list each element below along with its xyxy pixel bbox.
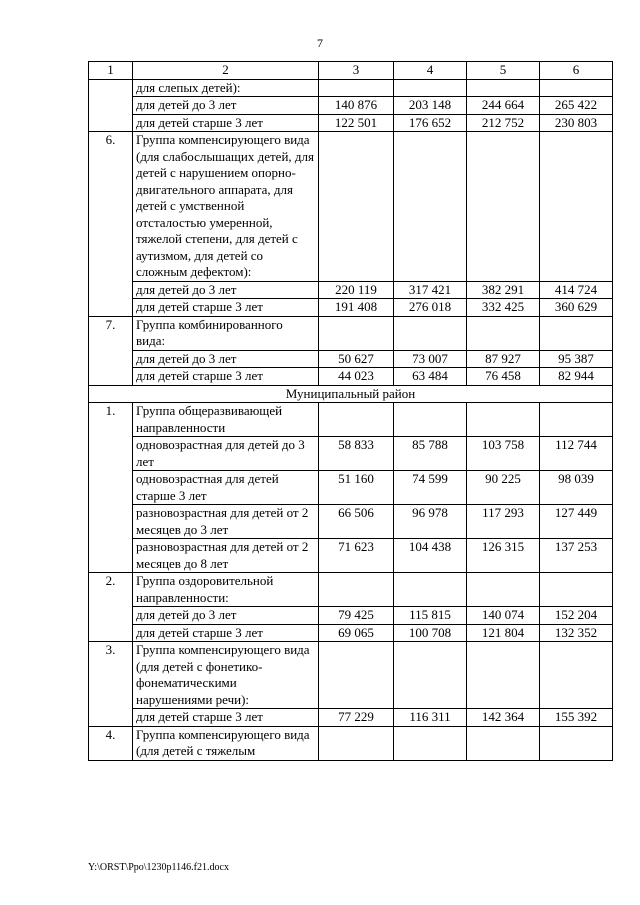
table-body [89,62,613,761]
table-row [89,281,613,299]
value-cell: 142 364 [467,709,540,727]
row-number-cell [89,539,133,573]
row-label: Группа оздоровительной направленности: [133,573,319,607]
value-cell: 103 758 [467,437,540,471]
value-cell: 191 408 [319,299,394,317]
row-number-cell [89,350,133,368]
row-label: для детей до 3 лет [133,350,319,368]
value-cell: 50 627 [319,350,394,368]
value-cell: 203 148 [394,97,467,115]
row-number-cell: 7. [89,316,133,350]
row-number-cell [89,79,133,97]
value-cell: 137 253 [540,539,613,573]
header-cell: 4 [394,62,467,80]
row-label: для детей старше 3 лет [133,299,319,317]
value-cell: 77 229 [319,709,394,727]
row-number-cell [89,471,133,505]
row-label: Группа комбинированного вида: [133,316,319,350]
row-label: одновозрастная для детей старше 3 лет [133,471,319,505]
value-cell [467,132,540,282]
group-row [89,573,613,607]
value-cell: 69 065 [319,624,394,642]
header-cell: 5 [467,62,540,80]
value-cell: 96 978 [394,505,467,539]
value-cell: 317 421 [394,281,467,299]
value-cell [467,316,540,350]
row-number-cell [89,299,133,317]
value-cell: 265 422 [540,97,613,115]
value-cell: 82 944 [540,368,613,386]
value-cell [394,726,467,760]
row-label: для детей до 3 лет [133,97,319,115]
row-label: для детей старше 3 лет [133,709,319,727]
table-row [89,539,613,573]
group-row [89,132,613,282]
row-label: для детей до 3 лет [133,281,319,299]
section-row [89,385,613,403]
table-row [89,471,613,505]
table-header-row [89,62,613,80]
value-cell: 220 119 [319,281,394,299]
table-row [89,437,613,471]
group-row [89,316,613,350]
value-cell: 85 788 [394,437,467,471]
value-cell: 230 803 [540,114,613,132]
row-number-cell: 2. [89,573,133,607]
row-number-cell [89,281,133,299]
group-row [89,403,613,437]
value-cell: 276 018 [394,299,467,317]
row-number-cell: 6. [89,132,133,282]
row-number-cell [89,97,133,115]
value-cell: 360 629 [540,299,613,317]
value-cell: 58 833 [319,437,394,471]
value-cell [540,726,613,760]
value-cell: 117 293 [467,505,540,539]
group-row [89,642,613,709]
value-cell: 112 744 [540,437,613,471]
row-label: для детей старше 3 лет [133,624,319,642]
table-row [89,607,613,625]
value-cell [467,79,540,97]
value-cell: 140 876 [319,97,394,115]
value-cell [540,132,613,282]
value-cell: 51 160 [319,471,394,505]
value-cell: 244 664 [467,97,540,115]
value-cell: 100 708 [394,624,467,642]
table-row [89,368,613,386]
value-cell: 73 007 [394,350,467,368]
value-cell: 104 438 [394,539,467,573]
value-cell [319,726,394,760]
value-cell: 63 484 [394,368,467,386]
tariff-table [88,61,613,761]
value-cell: 212 752 [467,114,540,132]
value-cell: 152 204 [540,607,613,625]
value-cell: 115 815 [394,607,467,625]
row-number-cell: 3. [89,642,133,709]
table-row [89,350,613,368]
row-number-cell [89,505,133,539]
row-label: для слепых детей): [133,79,319,97]
row-label: Группа компенсирующего вида (для слабослышащих детей, для детей с нарушением опорно-двигательного аппарата, для детей с умственной отсталостью умеренной, тяжелой степени, для детей с аутизмом, для детей со сложным дефектом): [133,132,319,282]
table-row [89,299,613,317]
value-cell: 122 501 [319,114,394,132]
value-cell [319,642,394,709]
value-cell: 95 387 [540,350,613,368]
row-label: Группа общеразвивающей направленности [133,403,319,437]
header-cell: 1 [89,62,133,80]
row-number-cell: 1. [89,403,133,437]
value-cell [467,403,540,437]
header-cell: 3 [319,62,394,80]
value-cell [540,79,613,97]
value-cell [394,642,467,709]
table-row [89,97,613,115]
row-label: разновозрастная для детей от 2 месяцев до 3 лет [133,505,319,539]
value-cell [467,642,540,709]
value-cell [394,316,467,350]
value-cell [394,403,467,437]
row-number-cell [89,624,133,642]
row-number-cell [89,709,133,727]
row-label: разновозрастная для детей от 2 месяцев до 8 лет [133,539,319,573]
value-cell [319,316,394,350]
value-cell [467,573,540,607]
value-cell: 155 392 [540,709,613,727]
value-cell: 176 652 [394,114,467,132]
value-cell [394,573,467,607]
value-cell: 414 724 [540,281,613,299]
value-cell: 127 449 [540,505,613,539]
row-number-cell [89,114,133,132]
value-cell: 140 074 [467,607,540,625]
table-row [89,79,613,97]
value-cell [394,132,467,282]
header-cell: 6 [540,62,613,80]
value-cell: 79 425 [319,607,394,625]
group-row [89,726,613,760]
row-label: Группа компенсирующего вида (для детей с тяжелым [133,726,319,760]
row-number-cell [89,368,133,386]
row-label: для детей до 3 лет [133,607,319,625]
value-cell [394,79,467,97]
value-cell: 132 352 [540,624,613,642]
value-cell [540,573,613,607]
table-row [89,505,613,539]
value-cell [540,642,613,709]
value-cell: 66 506 [319,505,394,539]
value-cell [319,403,394,437]
value-cell: 121 804 [467,624,540,642]
row-number-cell: 4. [89,726,133,760]
value-cell [467,726,540,760]
value-cell: 382 291 [467,281,540,299]
table-row [89,709,613,727]
row-number-cell [89,437,133,471]
value-cell: 126 315 [467,539,540,573]
row-number-cell [89,607,133,625]
row-label: для детей старше 3 лет [133,114,319,132]
value-cell: 98 039 [540,471,613,505]
value-cell: 90 225 [467,471,540,505]
value-cell: 87 927 [467,350,540,368]
row-label: для детей старше 3 лет [133,368,319,386]
value-cell: 74 599 [394,471,467,505]
section-title: Муниципальный район [89,385,613,403]
value-cell: 71 623 [319,539,394,573]
value-cell [540,403,613,437]
row-label: одновозрастная для детей до 3 лет [133,437,319,471]
header-cell: 2 [133,62,319,80]
value-cell [540,316,613,350]
value-cell [319,132,394,282]
value-cell: 76 458 [467,368,540,386]
table-row [89,114,613,132]
value-cell: 44 023 [319,368,394,386]
table-row [89,624,613,642]
value-cell [319,79,394,97]
value-cell: 332 425 [467,299,540,317]
page-number: 7 [317,36,323,50]
value-cell [319,573,394,607]
row-label: Группа компенсирующего вида (для детей с фонетико-фонематическими нарушениями речи): [133,642,319,709]
file-path-footer: Y:\ORST\Ppo\1230p1146.f21.docx [88,862,229,873]
value-cell: 116 311 [394,709,467,727]
